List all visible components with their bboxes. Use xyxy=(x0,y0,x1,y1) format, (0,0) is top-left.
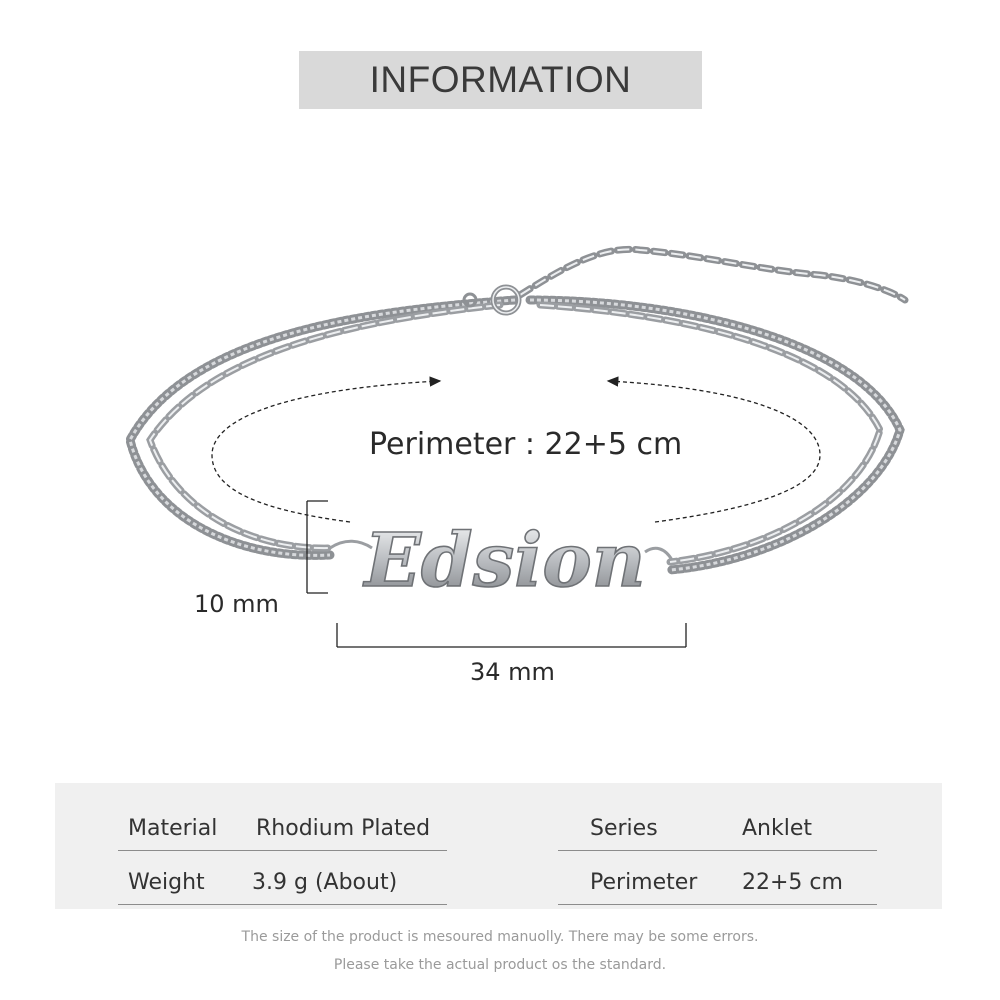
spec-value: 3.9 g (About) xyxy=(252,870,398,895)
engraved-name: Edsion xyxy=(364,518,646,604)
spec-key: Perimeter xyxy=(590,870,698,895)
spec-row-perimeter xyxy=(558,852,877,905)
spec-key: Weight xyxy=(128,870,205,895)
width-label: 34 mm xyxy=(470,658,555,686)
width-bracket xyxy=(337,623,686,647)
disclaimer-line-2: Please take the actual product os the standard. xyxy=(333,957,667,973)
perimeter-label: Perimeter : 22+5 cm xyxy=(369,427,683,462)
spec-row-series xyxy=(558,798,877,851)
height-label: 10 mm xyxy=(194,590,279,618)
spec-value: 22+5 cm xyxy=(742,870,843,895)
spec-value: Rhodium Plated xyxy=(256,816,431,841)
spec-row-material xyxy=(118,798,447,851)
spec-value: Anklet xyxy=(742,816,813,841)
spec-key: Series xyxy=(590,816,658,841)
spec-table xyxy=(55,783,942,909)
spec-key: Material xyxy=(128,816,218,841)
disclaimer-line-1: The size of the product is mesoured manuolly. There may be some errors. xyxy=(241,929,759,945)
name-plate xyxy=(330,518,672,604)
spec-row-weight xyxy=(118,852,447,905)
page-title: INFORMATION xyxy=(369,59,632,100)
